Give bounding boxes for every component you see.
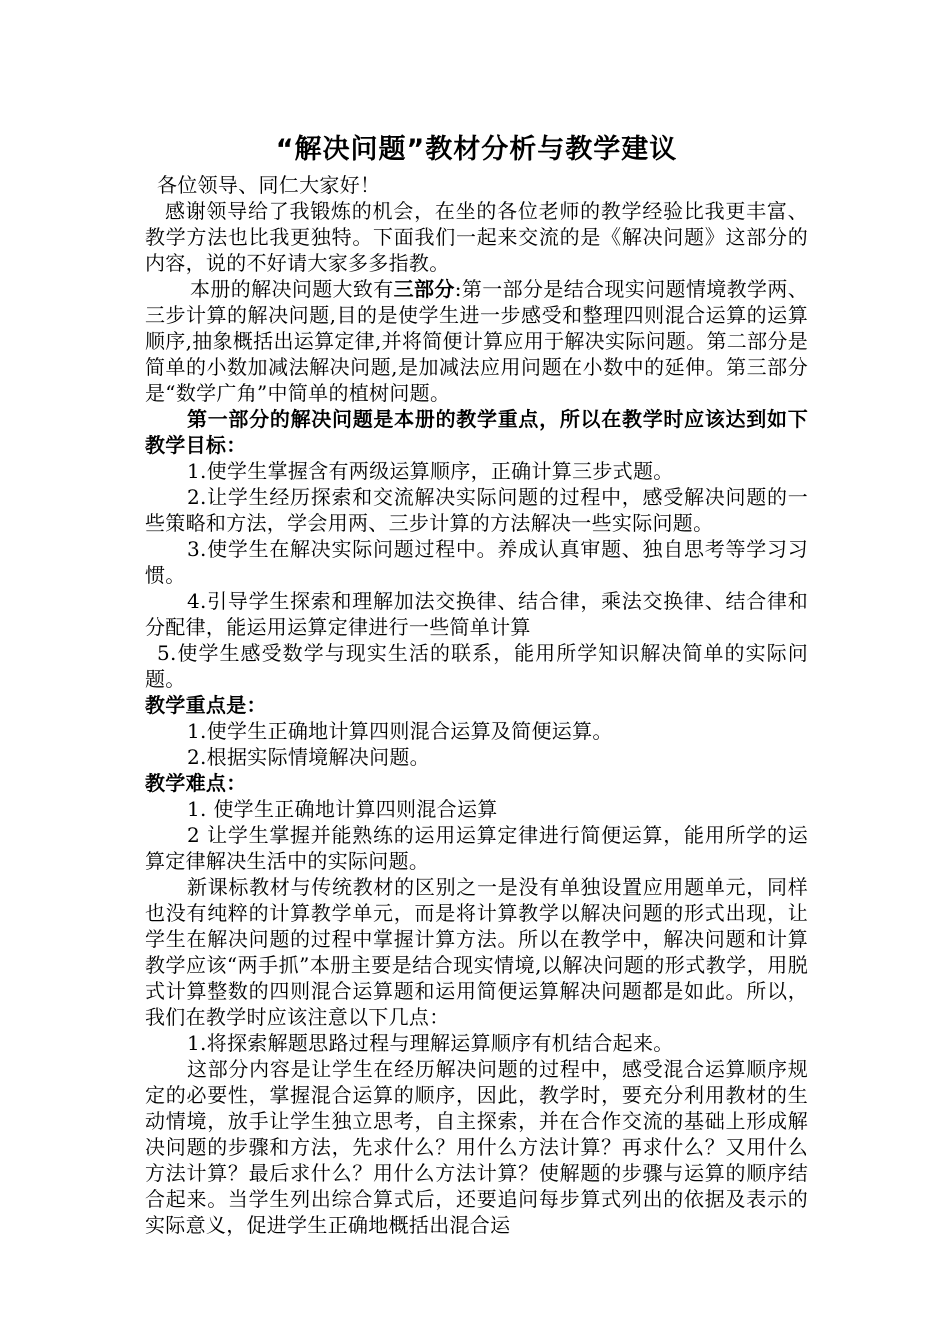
overview-rest: :第一部分是结合现实问题情境教学两、三步计算的解决问题,目的是使学生进一步感受和整理四则混合运算的运算顺序,抽象概括出运算定律,并将简便计算应用于解决实际问题。第二部分是简单的小数加减法解决问题,是加减法应用问题在小数中的延伸。第三部分是“数学广角”中简单的植树问题。 [145,277,809,405]
thanks-paragraph: 感谢领导给了我锻炼的机会，在坐的各位老师的教学经验比我更丰富、教学方法也比我更独特。下面我们一起来交流的是《解决问题》这部分的内容，说的不好请大家多多指教。 [145,199,808,275]
difficulty-item: 2 让学生掌握并能熟练的运用运算定律进行简便运算，能用所学的运算定律解决生活中的实际问题。 [145,823,808,873]
overview-lead: 本册的解决问题大致有 [190,277,394,301]
key-points-heading: 教学重点是： [145,693,267,717]
point-one-heading: 1.将探索解题思路过程与理解运算顺序有机结合起来。 [187,1031,674,1055]
difficulty-item: 1. 使学生正确地计算四则混合运算 [187,797,498,821]
goal-item: 1.使学生掌握含有两级运算顺序，正确计算三步式题。 [187,459,674,483]
greeting-paragraph: 各位领导、同仁大家好！ [157,173,381,197]
key-point-item: 2.根据实际情境解决问题。 [187,745,430,769]
goal-item: 5.使学生感受数学与现实生活的联系，能用所学知识解决简单的实际问题。 [145,641,808,691]
key-point-item: 1.使学生正确地计算四则混合运算及简便运算。 [187,719,613,743]
goal-item: 4.引导学生探索和理解加法交换律、结合律，乘法交换律、结合律和分配律，能运用运算定律进行一些简单计算 [145,589,808,639]
goal-item: 3.使学生在解决实际问题过程中。养成认真审题、独自思考等学习习惯。 [145,537,808,587]
goals-heading: 第一部分的解决问题是本册的教学重点，所以在教学时应该达到如下教学目标： [145,407,808,457]
overview-paragraph [145,276,808,406]
goal-item: 2.让学生经历探索和交流解决实际问题的过程中，感受解决问题的一些策略和方法，学会用两、三步计算的方法解决一些实际问题。 [145,485,808,535]
difficulties-heading: 教学难点： [145,771,247,795]
point-one-body: 这部分内容是让学生在经历解决问题的过程中，感受混合运算顺序规定的必要性，掌握混合运算的顺序，因此，教学时，要充分利用教材的生动情境，放手让学生独立思考，自主探索，并在合作交流的基础上形成解决问题的步骤和方法，先求什么？用什么方法计算？再求什么？又用什么方法计算？最后求什么？用什么方法计算？使解题的步骤与运算的顺序结合起来。当学生列出综合算式后，还要追问每步算式列出的依据及表示的实际意义，促进学生正确地概括出混合运 [145,1057,808,1237]
comparison-paragraph: 新课标教材与传统教材的区别之一是没有单独设置应用题单元，同样也没有纯粹的计算教学单元，而是将计算教学以解决问题的形式出现，让学生在解决问题的过程中掌握计算方法。所以在教学中，解决问题和计算教学应该“两手抓”本册主要是结合现实情境,以解决问题的形式教学，用脱式计算整数的四则混合运算题和运用简便运算解决问题都是如此。所以，我们在教学时应该注意以下几点： [145,875,808,1029]
document-title: “解决问题”教材分析与教学建议 [275,134,678,165]
document-page [145,130,808,1238]
overview-bold: 三部分 [393,277,455,301]
